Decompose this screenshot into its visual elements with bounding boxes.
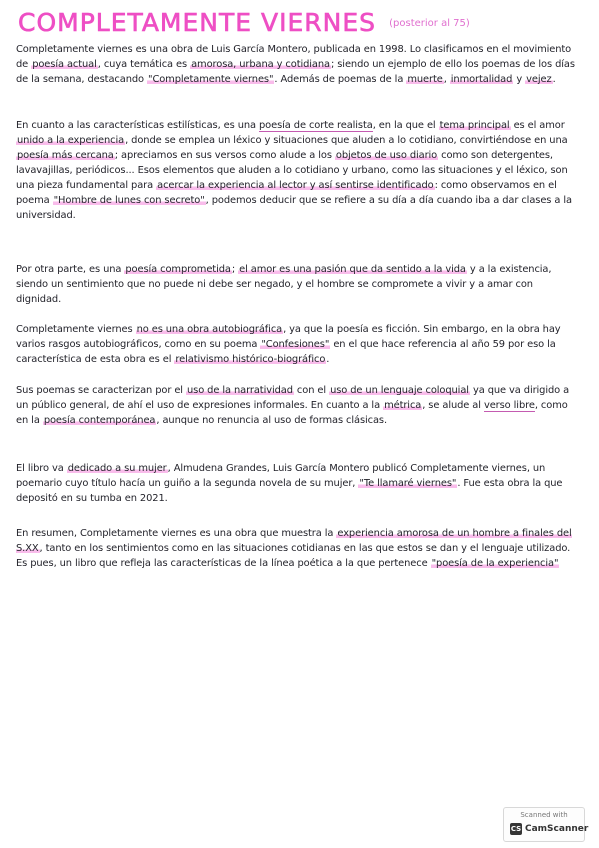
- paragraph-dedication: [16, 461, 580, 506]
- camscanner-logo-icon: CS: [510, 825, 522, 833]
- highlight: no es una obra autobiográfica: [136, 324, 283, 335]
- page-title: COMPLETAMENTE VIERNES: [18, 8, 377, 37]
- badge-brand-name: CamScanner: [525, 824, 589, 834]
- highlight: "Completamente viernes": [148, 74, 274, 85]
- text-run: ;: [231, 264, 239, 275]
- underline: poesía de corte realista: [259, 120, 373, 131]
- highlight: tema principal: [439, 120, 510, 131]
- paragraph-style: [16, 118, 580, 223]
- highlight: muerte: [407, 74, 443, 85]
- highlight: vejez: [526, 74, 552, 85]
- text-run: , tanto en los sentimientos como en las situaciones cotidianas en las que estos se dan y el lenguaje utilizado. Es pues, un libro que refleja las características de la línea poética a la que pertenece: [16, 543, 571, 569]
- highlight: "Hombre de lunes con secreto": [53, 195, 205, 206]
- text-run: Completamente viernes es una obra de Luis García Montero, publicada en 1998. Lo clasificamos en el movimiento de: [16, 44, 572, 70]
- text-run: . Fue esta obra la que depositó en su tumba en 2021.: [16, 478, 563, 504]
- highlight: unido a la experiencia: [17, 135, 125, 146]
- title-note: (posterior al 75): [389, 18, 470, 29]
- text-run: como son detergentes, lavavajillas, periódicos... Esos elementos que aluden a lo cotidiano y urbano, como las situaciones y el léxico, son una pieza fundamental para: [16, 150, 568, 191]
- highlight: relativismo histórico-biográfico: [175, 354, 326, 365]
- highlight: poesía contemporánea: [43, 415, 156, 426]
- text-run: , donde se emplea un léxico y situaciones que aluden a lo cotidiano, convirtiéndose en una: [125, 135, 568, 146]
- paragraph-commitment: [16, 262, 580, 307]
- text-run: .: [326, 354, 330, 365]
- highlight: poesía actual: [32, 59, 97, 70]
- text-run: , aunque no renuncia al uso de formas clásicas.: [156, 415, 388, 426]
- highlight: "poesía de la experiencia": [431, 558, 559, 569]
- title-row: [18, 8, 470, 37]
- highlight: métrica: [384, 400, 422, 411]
- text-run: ,: [443, 74, 450, 85]
- underline: verso libre: [483, 400, 535, 411]
- text-run: ya que va dirigido a un público general, de ahí el uso de expresiones informales. En cuanto a la: [16, 385, 570, 411]
- text-run: .: [552, 74, 556, 85]
- text-run: es el amor: [510, 120, 565, 131]
- text-run: El libro va: [16, 463, 67, 474]
- text-run: Sus poemas se caracterizan por el: [16, 385, 186, 396]
- text-run: y: [513, 74, 526, 85]
- text-run: , podemos deducir que se refiere a su día a día cuando iba a dar clases a la universidad.: [16, 195, 572, 221]
- highlight: poesía comprometida: [125, 264, 231, 275]
- text-run: , ya que la poesía es ficción. Sin embargo, en la obra hay varios rasgos autobiográficos, como en su poema: [16, 324, 561, 350]
- highlight: amorosa, urbana y cotidiana: [191, 59, 330, 70]
- highlight: uso de la narratividad: [186, 385, 293, 396]
- highlight: objetos de uso diario: [335, 150, 438, 161]
- paragraph-autobiography: [16, 322, 580, 367]
- text-run: , como en la: [16, 400, 568, 426]
- highlight: dedicado a su mujer: [67, 463, 167, 474]
- badge-caption: Scanned with: [520, 811, 568, 819]
- text-run: . Además de poemas de la: [274, 74, 407, 85]
- text-run: , se alude al: [422, 400, 484, 411]
- text-run: ; apreciamos en sus versos como alude a los: [114, 150, 335, 161]
- text-run: y a la existencia, siendo un sentimiento que no puede ni debe ser negado, y el hombre se compromete a vivir y a amar con dignidad.: [16, 264, 552, 305]
- highlight: inmortalidad: [450, 74, 513, 85]
- paragraph-summary: [16, 526, 580, 571]
- paragraph-intro: [16, 42, 580, 87]
- highlight: uso de un lenguaje coloquial: [330, 385, 469, 396]
- text-run: En resumen, Completamente viernes es una obra que muestra la: [16, 528, 337, 539]
- text-run: Completamente viernes: [16, 324, 136, 335]
- text-run: ; siendo un ejemplo de ello los poemas de los días de la semana, destacando: [16, 59, 575, 85]
- paragraph-language: [16, 383, 580, 428]
- text-run: : como observamos en el poema: [16, 180, 557, 206]
- highlight: experiencia amorosa de un hombre a finales del S.XX: [16, 528, 572, 554]
- highlight: "Confesiones": [261, 339, 330, 350]
- text-run: en el que hace referencia al año 59 por eso la característica de esta obra es el: [16, 339, 556, 365]
- highlight: acercar la experiencia al lector y así sentirse identificado: [157, 180, 434, 191]
- camscanner-badge: [503, 807, 589, 842]
- text-run: , en la que el: [372, 120, 439, 131]
- highlight: poesía más cercana: [17, 150, 114, 161]
- text-run: , Almudena Grandes, Luis García Montero publicó Completamente viernes, un poemario cuyo título hacía un guiño a la segunda novela de su mujer,: [16, 463, 546, 489]
- text-run: con el: [293, 385, 330, 396]
- text-run: En cuanto a las características estilísticas, es una: [16, 120, 260, 131]
- text-run: Por otra parte, es una: [16, 264, 125, 275]
- highlight: el amor es una pasión que da sentido a la vida: [239, 264, 466, 275]
- text-run: , cuya temática es: [97, 59, 191, 70]
- highlight: "Te llamaré viernes": [359, 478, 457, 489]
